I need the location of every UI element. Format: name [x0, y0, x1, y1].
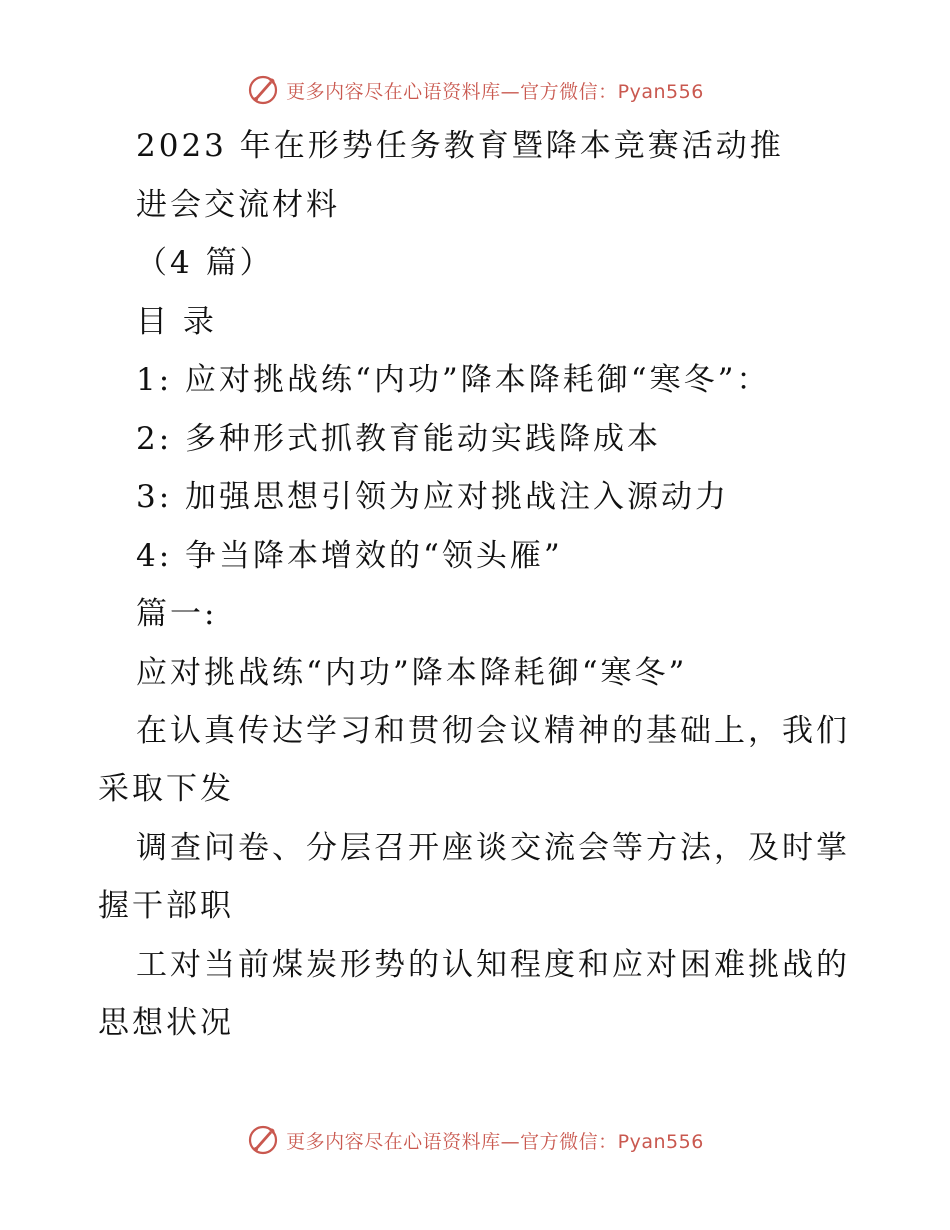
toc-heading: 目 录 [136, 304, 217, 340]
paragraph-line-2: 采取下发 [98, 771, 234, 807]
section-title: 应对挑战练“内功”降本降耗御“寒冬” [136, 655, 688, 691]
toc-item-4: 4: 争当降本增效的“领头雁” [136, 538, 563, 574]
section-label: 篇一: [136, 596, 218, 632]
banner-text: 更多内容尽在心语资料库—官方微信：Pyan556 [286, 80, 704, 103]
toc-item-1: 1: 应对挑战练“内功”降本降耗御“寒冬”： [136, 362, 771, 398]
quill-pen-logo-icon [246, 1123, 280, 1157]
document-title-line-2: 进会交流材料 [136, 187, 340, 223]
header-banner [0, 70, 950, 110]
document-title-line-1: 2023 年在形势任务教育暨降本竞赛活动推 [136, 128, 784, 164]
paragraph-line-4: 握干部职 [98, 888, 234, 924]
quill-pen-logo-icon [246, 73, 280, 107]
paragraph-line-5: 工对当前煤炭形势的认知程度和应对困难挑战的 [136, 947, 850, 983]
footer-banner [0, 1120, 950, 1160]
toc-item-3: 3: 加强思想引领为应对挑战注入源动力 [136, 479, 730, 515]
toc-item-2: 2: 多种形式抓教育能动实践降成本 [136, 421, 662, 457]
document-count: （4 篇） [136, 245, 274, 281]
paragraph-line-6: 思想状况 [98, 1005, 234, 1041]
paragraph-line-1: 在认真传达学习和贯彻会议精神的基础上，我们 [136, 713, 850, 749]
banner-text: 更多内容尽在心语资料库—官方微信：Pyan556 [286, 1130, 704, 1153]
paragraph-line-3: 调查问卷、分层召开座谈交流会等方法，及时掌 [136, 830, 850, 866]
